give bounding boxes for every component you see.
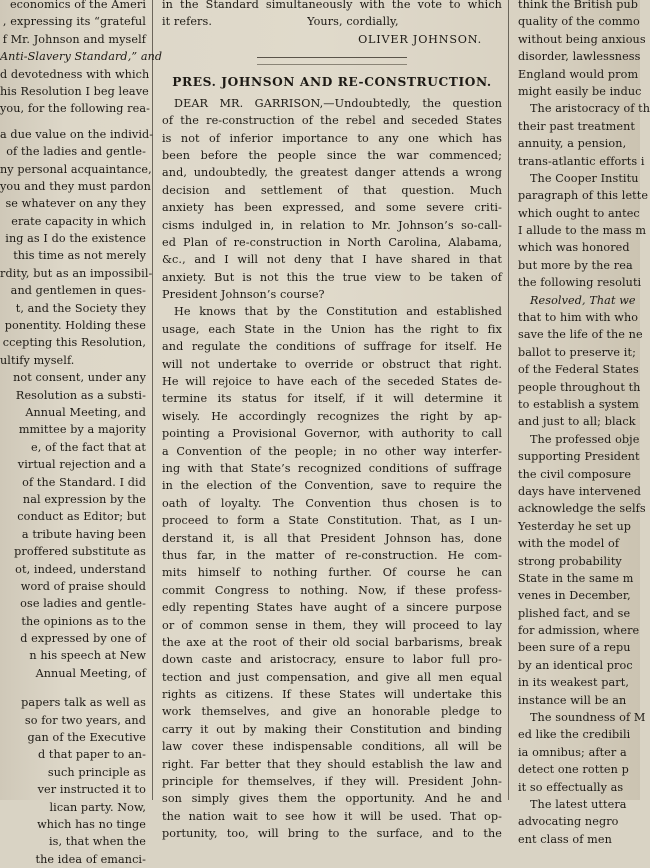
right-line: strong probability bbox=[518, 554, 622, 568]
right-line: ent class of men bbox=[518, 832, 612, 846]
body-line: the nation wait to see how it will be used. That op- bbox=[162, 809, 502, 823]
body-line: or of common sense in them, they will proceed to lay bbox=[162, 618, 502, 632]
left-line: lican party. Now, bbox=[49, 800, 146, 814]
left-line: which has no tinge bbox=[37, 817, 146, 831]
right-line: days have intervened bbox=[518, 484, 641, 498]
left-line: you and they must pardon bbox=[0, 179, 151, 193]
right-line: trans-atlantic efforts i bbox=[518, 154, 645, 168]
right-line: State in the same m bbox=[518, 571, 634, 585]
body-line: principle for themselves, if they will. President John- bbox=[162, 775, 502, 789]
right-line: the civil composure bbox=[518, 467, 632, 481]
right-line: supporting President bbox=[518, 450, 640, 464]
left-line: gan of the Executive bbox=[27, 731, 146, 745]
right-line: The aristocracy of th bbox=[530, 102, 650, 116]
body-line: termine its status for itself, if it will determine it bbox=[162, 392, 502, 406]
body-line: the axe at the root of their old social barbarisms, break bbox=[162, 635, 502, 649]
body-line: son simply gives them the opportunity. And he and bbox=[162, 792, 502, 806]
left-line: , expressing its “grateful bbox=[2, 15, 146, 29]
body-line: a Convention of the people; in no other way interfer- bbox=[162, 444, 502, 458]
right-line: ballot to preserve it; bbox=[518, 345, 636, 359]
body-line: rights as citizens. If these States will undertake this bbox=[162, 688, 502, 702]
body-line: and regulate the conditions of suffrage for itself. He bbox=[162, 340, 502, 354]
right-line: The Cooper Institu bbox=[530, 171, 639, 185]
left-line: Annual Meeting, of bbox=[35, 666, 146, 680]
body-line: DEAR MR. GARRISON,—Undoubtedly, the question bbox=[174, 96, 502, 110]
right-line: without being anxious bbox=[518, 32, 646, 46]
right-line: by an identical proc bbox=[518, 658, 633, 672]
right-line: England would prom bbox=[518, 67, 639, 81]
left-line: so for two years, and bbox=[24, 713, 146, 727]
body-line: mits himself to nothing further. Of course he can bbox=[162, 566, 502, 580]
left-line: ot, indeed, understand bbox=[15, 562, 146, 576]
left-line: Resolution as a substi- bbox=[15, 388, 146, 402]
body-line: ed Plan of re-construction in North Carolina, Alabama, bbox=[162, 235, 502, 249]
right-line: and just to all; black bbox=[518, 415, 636, 429]
left-line: mmittee by a majority bbox=[18, 423, 146, 437]
left-line: proffered substitute as bbox=[14, 545, 146, 559]
right-line: their past treatment bbox=[518, 119, 635, 133]
body-line: edly repenting States have aught of a sincere purpose bbox=[162, 601, 502, 615]
right-line: advocating negro bbox=[518, 815, 619, 829]
left-line: ponentity. Holding these bbox=[4, 319, 146, 333]
left-line: nal expression by the bbox=[22, 492, 146, 506]
right-line: to establish a system bbox=[518, 397, 639, 411]
body-line: carry it out by making their Constitution and binding bbox=[162, 722, 502, 736]
body-line: oath of loyalty. The Convention thus chosen is to bbox=[162, 496, 502, 510]
right-line: but more by the rea bbox=[518, 258, 633, 272]
right-line: of the Federal States bbox=[518, 363, 639, 377]
left-line: d that paper to an- bbox=[37, 748, 146, 762]
left-line: d expressed by one of bbox=[20, 632, 146, 646]
left-line: se whatever on any they bbox=[5, 197, 146, 211]
left-line: e, of the fact that at bbox=[31, 440, 146, 454]
body-line: anxiety. But is not this the true view to be taken of bbox=[162, 270, 502, 284]
body-line: anxiety has been expressed, and some severe criti- bbox=[162, 201, 502, 215]
body-line: down caste and aristocracy, ensure to labor full pro- bbox=[162, 653, 502, 667]
right-line: The latest uttera bbox=[530, 797, 627, 811]
right-line: the following resoluti bbox=[518, 276, 642, 290]
body-line: ing with that State’s recognized conditions of suffrage bbox=[162, 461, 502, 475]
body-line: proceed to form a State Constitution. That, as I un- bbox=[162, 514, 502, 528]
left-line: and gentlemen in ques- bbox=[10, 284, 146, 298]
body-line: right. Far better that they should establish the law and bbox=[162, 757, 502, 771]
right-line: with the model of bbox=[518, 537, 620, 551]
body-line: and, undoubtedly, the greatest danger attends a wrong bbox=[162, 166, 502, 180]
right-line: ia omnibus; after a bbox=[518, 745, 627, 759]
right-line: which was honored bbox=[518, 241, 630, 255]
body-line: is not of inferior importance to any one which has bbox=[162, 131, 502, 145]
signature: OLIVER JOHNSON. bbox=[358, 32, 482, 46]
right-line: acknowledge the selfs bbox=[518, 502, 646, 516]
right-line: ed like the credibili bbox=[518, 728, 631, 742]
left-line: a tribute having been bbox=[21, 527, 146, 541]
right-line: save the life of the ne bbox=[518, 328, 643, 342]
body-line: thus far, in the matter of re-construction. He com- bbox=[162, 548, 502, 562]
left-line: Anti-Slavery Standard,” and bbox=[0, 50, 163, 64]
left-line: economics of the Ameri bbox=[9, 0, 146, 11]
body-line: work themselves, and give an honorable pledge to bbox=[162, 705, 502, 719]
right-line: people throughout th bbox=[518, 380, 641, 394]
right-line: detect one rotten p bbox=[518, 763, 629, 777]
left-column bbox=[0, 0, 163, 868]
body-line: will not undertake to override or obstruct that right. bbox=[162, 357, 502, 371]
left-line: his Resolution I beg leave bbox=[0, 84, 149, 98]
middle-column bbox=[162, 0, 502, 843]
left-line: a due value on the individ- bbox=[0, 127, 154, 141]
right-line: The soundness of M bbox=[530, 711, 646, 725]
body-line: usage, each State in the Union has the right to fix bbox=[162, 322, 502, 336]
body-line: He knows that by the Constitution and established bbox=[174, 305, 502, 319]
right-line: annuity, a pension, bbox=[518, 137, 627, 151]
right-line: that to him with who bbox=[518, 311, 639, 325]
mid-top-line: in the Standard simultaneously with the vote to which bbox=[162, 0, 502, 11]
left-line: n his speech at New bbox=[29, 649, 146, 663]
body-line: President Johnson’s course? bbox=[162, 288, 325, 302]
body-line: in the election of the Convention, save to require the bbox=[162, 479, 502, 493]
column-rule-left bbox=[152, 0, 153, 800]
divider bbox=[257, 57, 407, 58]
right-line: in its weakest part, bbox=[518, 676, 630, 690]
body-line: been before the people since the war commenced; bbox=[162, 148, 502, 162]
left-line: ultify myself. bbox=[0, 353, 75, 367]
left-line: is, that when the bbox=[48, 835, 146, 849]
right-line: which ought to antec bbox=[518, 206, 640, 220]
right-line: paragraph of this lette bbox=[518, 189, 649, 203]
right-line: Yesterday he set up bbox=[518, 519, 632, 533]
paragraph-gap bbox=[0, 118, 146, 126]
left-line: of the ladies and gentle- bbox=[6, 145, 146, 159]
body-line: portunity, too, will bring to the surface, and to the bbox=[162, 827, 502, 841]
left-line: ver instructed it to bbox=[37, 783, 146, 797]
right-line: for admission, where bbox=[518, 624, 640, 638]
right-line: quality of the commo bbox=[518, 15, 640, 29]
right-line: instance will be an bbox=[518, 693, 627, 707]
mid-top-line: it refers. Yours, cordially, bbox=[162, 15, 399, 29]
body-line: of the re-construction of the rebel and seceded States bbox=[162, 114, 502, 128]
left-line: ing as I do the existence bbox=[5, 232, 146, 246]
right-line: disorder, lawlessness bbox=[518, 50, 641, 64]
left-line: not consent, under any bbox=[13, 371, 146, 385]
right-line: venes in December, bbox=[518, 589, 631, 603]
right-line: plished fact, and se bbox=[518, 606, 631, 620]
right-line: might easily be induc bbox=[518, 84, 642, 98]
left-line: virtual rejection and a bbox=[17, 458, 146, 472]
left-line: d devotedness with which bbox=[0, 67, 150, 81]
left-line: papers talk as well as bbox=[21, 696, 146, 710]
body-line: law cover these indispensable conditions, all will be bbox=[162, 740, 502, 754]
left-line: conduct as Editor; but bbox=[17, 510, 146, 524]
left-line: t, and the Society they bbox=[15, 301, 146, 315]
body-line: pointing a Provisional Governor, with authority to call bbox=[162, 427, 502, 441]
left-line: rdity, but as an impossibil- bbox=[0, 266, 153, 280]
left-line: such principle as bbox=[47, 765, 146, 779]
body-line: wisely. He accordingly recognizes the right by ap- bbox=[162, 409, 502, 423]
left-line: f Mr. Johnson and myself bbox=[2, 32, 146, 46]
column-rule-right bbox=[508, 0, 509, 800]
right-column bbox=[518, 0, 650, 848]
left-line: the opinions as to the bbox=[21, 614, 146, 628]
body-line: &c., and I will not deny that I have shared in that bbox=[162, 253, 502, 267]
body-line: cisms indulged in, in relation to Mr. Johnson’s so-call- bbox=[162, 218, 502, 232]
paragraph-gap bbox=[0, 682, 146, 694]
right-line: think the British pub bbox=[518, 0, 639, 11]
right-line: been sure of a repu bbox=[518, 641, 631, 655]
left-line: the idea of emanci- bbox=[35, 852, 146, 866]
body-line: He will rejoice to have each of the seceded States de- bbox=[162, 375, 502, 389]
article-headline: PRES. JOHNSON AND RE-CONSTRUCTION. bbox=[172, 74, 492, 89]
body-line: derstand it, is all that President Johnson has, done bbox=[162, 531, 502, 545]
right-line: Resolved, That we bbox=[530, 293, 636, 307]
left-line: erate capacity in which bbox=[11, 214, 146, 228]
left-line: word of praise should bbox=[20, 579, 146, 593]
right-line: The professed obje bbox=[530, 432, 640, 446]
body-line: commit Congress to nothing. Now, if these profess- bbox=[162, 583, 502, 597]
body-line: tection and just compensation, and give all men equal bbox=[162, 670, 502, 684]
right-line: I allude to the mass m bbox=[518, 224, 647, 238]
left-line: Annual Meeting, and bbox=[25, 405, 146, 419]
left-line: of the Standard. I did bbox=[22, 475, 146, 489]
divider bbox=[257, 64, 407, 65]
left-line: ccepting this Resolution, bbox=[2, 336, 146, 350]
left-line: you, for the following rea- bbox=[0, 102, 150, 116]
left-line: ose ladies and gentle- bbox=[20, 597, 146, 611]
left-line: ny personal acquaintance, bbox=[0, 162, 152, 176]
body-line: decision and settlement of that question. Much bbox=[162, 183, 502, 197]
left-line: this time as not merely bbox=[13, 249, 146, 263]
right-line: it so effectually as bbox=[518, 780, 624, 794]
